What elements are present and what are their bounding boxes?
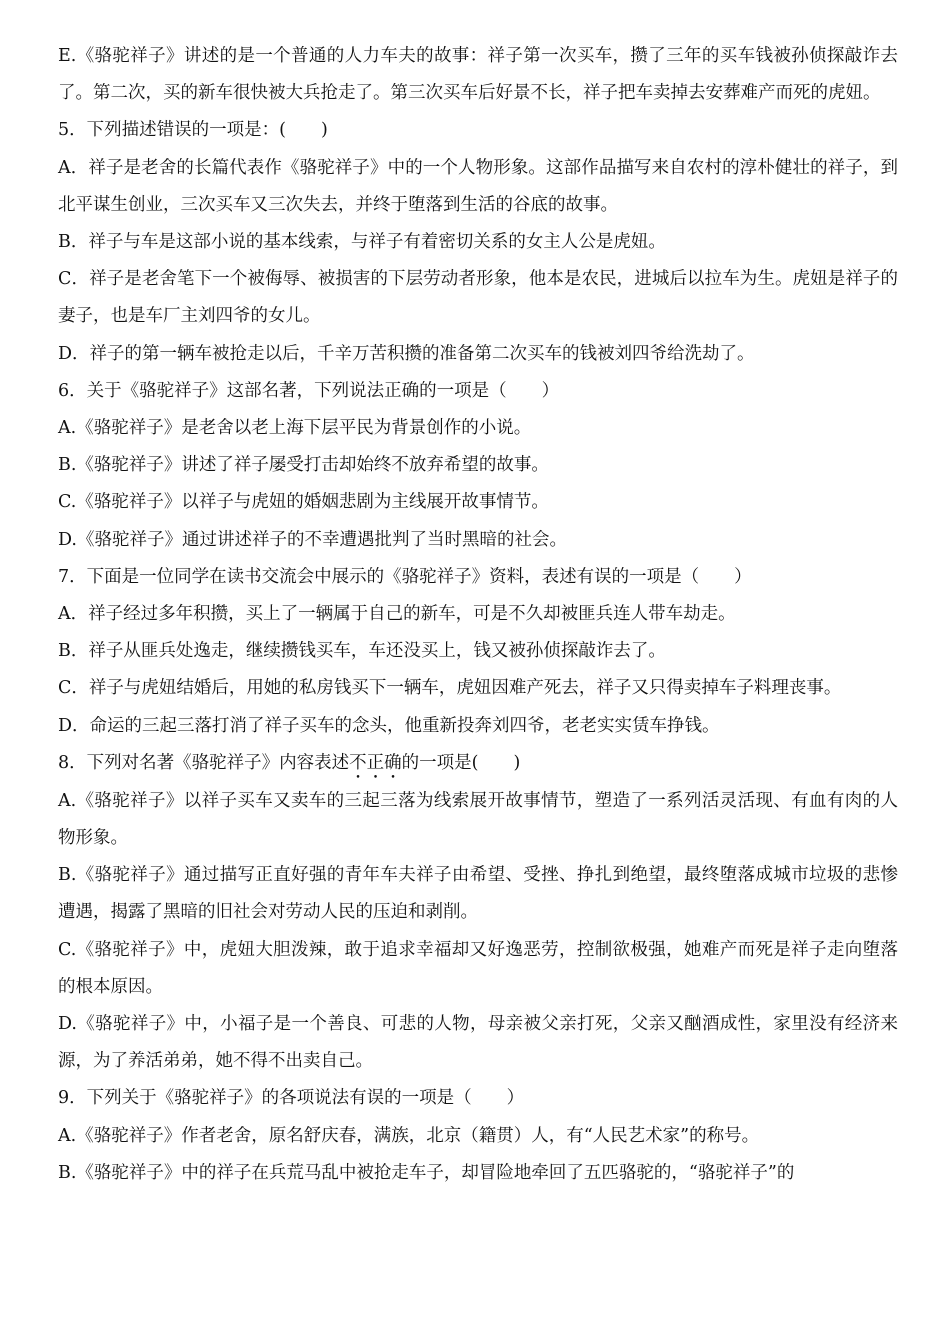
q7-option-c: C．祥子与虎妞结婚后，用她的私房钱买下一辆车，虎妞因难产死去，祥子又只得卖掉车子料理丧事。 (58, 678, 842, 699)
q6-option-a: A.《骆驼祥子》是老舍以老上海下层平民为背景创作的小说。 (58, 418, 532, 439)
q9-option-b: B.《骆驼祥子》中的祥子在兵荒马乱中被抢走车子，却冒险地牵回了五匹骆驼的，“骆驼祥子”的 (58, 1162, 795, 1183)
q7-option-a: A．祥子经过多年积攒，买上了一辆属于自己的新车，可是不久却被匪兵连人带车劫走。 (58, 604, 736, 625)
q6-option-d: D.《骆驼祥子》通过讲述祥子的不幸遭遇批判了当时黑暗的社会。 (58, 529, 567, 550)
q6-option-b: B.《骆驼祥子》讲述了祥子屡受打击却始终不放弃希望的故事。 (58, 455, 549, 476)
q5-option-d: D．祥子的第一辆车被抢走以后，千辛万苦积攒的准备第二次买车的钱被刘四爷给洗劫了。 (58, 343, 755, 364)
q8-stem-emphasis: 不正确 (349, 752, 402, 773)
q8-option-d: D.《骆驼祥子》中，小福子是一个善良、可悲的人物，母亲被父亲打死，父亲又酗酒成性，家里没有经济来源，为了养活弟弟，她不得不出卖自己。 (58, 1014, 898, 1072)
question-7-stem: 7．下面是一位同学在读书交流会中展示的《骆驼祥子》资料，表述有误的一项是（ ） (58, 566, 752, 587)
q4-option-e: E.《骆驼祥子》讲述的是一个普通的人力车夫的故事：祥子第一次买车，攒了三年的买车钱被孙侦探敲诈去了。第二次，买的新车很快被大兵抢走了。第三次买车后好景不长，祥子把车卖掉去安葬难产而死的虎妞。 (58, 46, 898, 104)
q5-option-a: A．祥子是老舍的长篇代表作《骆驼祥子》中的一个人物形象。这部作品描写来自农村的淳朴健壮的祥子，到北平谋生创业，三次买车又三次失去，并终于堕落到生活的谷底的故事。 (58, 157, 898, 215)
q5-option-c: C．祥子是老舍笔下一个被侮辱、被损害的下层劳动者形象，他本是农民，进城后以拉车为生。虎妞是祥子的妻子，也是车厂主刘四爷的女儿。 (58, 269, 898, 327)
q7-option-b: B．祥子从匪兵处逸走，继续攒钱买车，车还没买上，钱又被孙侦探敲诈去了。 (58, 641, 666, 662)
q5-option-b: B．祥子与车是这部小说的基本线索，与祥子有着密切关系的女主人公是虎妞。 (58, 232, 666, 253)
question-6-stem: 6．关于《骆驼祥子》这部名著，下列说法正确的一项是（ ） (58, 380, 560, 401)
q8-option-b: B.《骆驼祥子》通过描写正直好强的青年车夫祥子由希望、受挫、挣扎到绝望，最终堕落成城市垃圾的悲惨遭遇，揭露了黑暗的旧社会对劳动人民的压迫和剥削。 (58, 865, 898, 923)
q9-option-a: A.《骆驼祥子》作者老舍，原名舒庆春，满族，北京（籍贯）人，有“人民艺术家”的称号。 (58, 1125, 760, 1146)
q8-option-c: C.《骆驼祥子》中，虎妞大胆泼辣，敢于追求幸福却又好逸恶劳，控制欲极强，她难产而死是祥子走向堕落的根本原因。 (58, 939, 898, 997)
question-9-stem: 9．下列关于《骆驼祥子》的各项说法有误的一项是（ ） (58, 1088, 525, 1109)
q7-option-d: D．命运的三起三落打消了祥子买车的念头，他重新投奔刘四爷，老老实实赁车挣钱。 (58, 715, 720, 736)
q8-stem-before: 8．下列对名著《骆驼祥子》内容表述 (58, 752, 350, 773)
question-8-stem (58, 745, 898, 783)
q8-option-a: A.《骆驼祥子》以祥子买车又卖车的三起三落为线索展开故事情节，塑造了一系列活灵活现、有血有肉的人物形象。 (58, 790, 898, 849)
question-5-stem: 5．下列描述错误的一项是：( ) (58, 120, 328, 141)
document-page (58, 38, 898, 1192)
q8-stem-after: 的一项是( ) (401, 752, 521, 773)
q6-option-c: C.《骆驼祥子》以祥子与虎妞的婚姻悲剧为主线展开故事情节。 (58, 492, 549, 513)
